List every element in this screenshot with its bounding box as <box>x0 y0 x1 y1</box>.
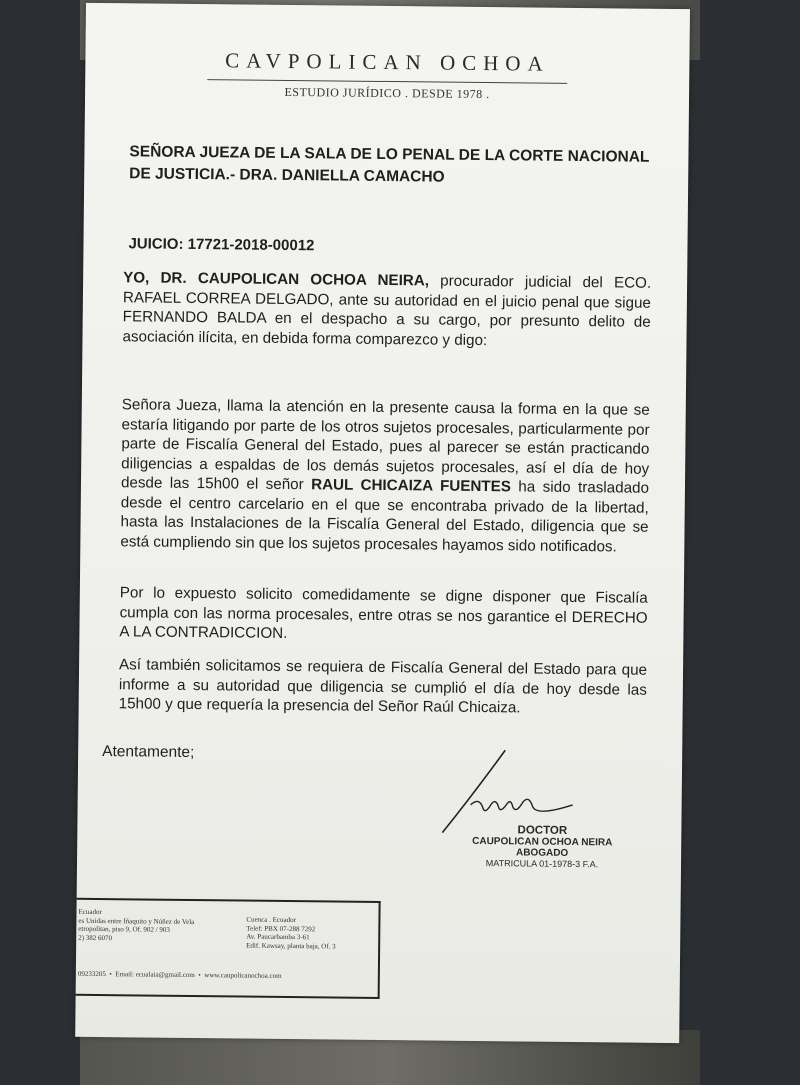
signer-registration: MATRICULA 01-1978-3 F.A. <box>485 858 599 870</box>
footer-line: 2) 382 6070 <box>78 933 113 942</box>
footer-address-cuenca <box>246 916 376 951</box>
signer-title: DOCTOR <box>517 824 568 837</box>
footer-contact-row: 09233205 • Email: ecualaia@gmail.com • www.caupolicanochoa.com <box>77 969 282 980</box>
footer-email: Email: ecualaia@gmail.com <box>115 970 195 980</box>
letterhead-rule <box>207 79 567 84</box>
document-page <box>75 3 690 1043</box>
addressee-heading: SEÑORA JUEZA DE LA SALA DE LO PENAL DE LA CORTE NACIONAL DE JUSTICIA.- DRA. DANIELLA CAMACHO <box>129 143 650 186</box>
footer-line: Edif. Kawsay, planta baja, Of. 3 <box>246 941 336 951</box>
appearance-body: procurador judicial del ECO. RAFAEL CORREA DELGADO, ante su autoridad en el juicio penal que sigue FERNANDO BALDA en el despacho a su cargo, por presunto delito de asociación ilícita, en debida forma comparezco y digo: <box>122 272 652 349</box>
appearance-lead: YO, DR. CAUPOLICAN OCHOA NEIRA, <box>123 269 430 290</box>
complaint-part1: Señora Jueza, llama la atención en la presente causa la forma en la que se estaría litigando por parte de los otros sujetos procesales, particularmente por parte de Fiscalía General del Estado, pues al parecer se están practicando diligencias a espaldas de los demás sujetos procesales, así el día de hoy desde las 15h00 el señor <box>120 396 650 494</box>
paragraph-appearance <box>122 268 651 352</box>
case-number: JUICIO: 17721-2018-00012 <box>128 235 315 255</box>
footer-line: Ecuador <box>78 907 102 917</box>
footer-phone: 09233205 <box>77 969 106 979</box>
footer-line: es Unidas entre Iñaquito y Núñez de Vela <box>78 916 195 926</box>
paragraph-complaint <box>120 395 650 557</box>
footer-line: Telef: PBX 07-288 7292 <box>246 924 316 933</box>
signer-role: ABOGADO <box>515 847 569 859</box>
firm-name: CAVPOLICAN OCHOA <box>225 48 550 76</box>
letterhead <box>85 47 690 104</box>
footer-line: Cuenca . Ecuador <box>246 915 297 925</box>
paragraph-request: Por lo expuesto solicito comedidamente se digne disponer que Fiscalía cumpla con las norma procesales, entre otras se nos garantice el DERECHO A LA CONTRADICCION. <box>119 584 648 642</box>
complaint-person-name: RAUL CHICAIZA FUENTES <box>311 476 511 496</box>
footer-address-quito <box>78 908 218 943</box>
signer-name: CAUPOLICAN OCHOA NEIRA <box>472 835 613 849</box>
firm-subtitle: ESTUDIO JURÍDICO . DESDE 1978 . <box>284 84 490 102</box>
footer-line: Av. Paucarbamba 3-61 <box>246 932 310 942</box>
complaint-part2: ha sido trasladado desde el centro carcelario en el que se encontraba privado de la libertad, hasta las Instalaciones de la Fiscalía General del Estado, diligencia que se está cumpliendo sin que los sujetos procesales hayamos sido notificados. <box>120 478 650 555</box>
footer-website: www.caupolicanochoa.com <box>204 971 282 980</box>
signature-block <box>457 825 627 871</box>
closing: Atentamente; <box>102 743 195 762</box>
footer-line: etropolitan, piso 9, Of. 902 / 903 <box>78 924 170 934</box>
paragraph-second-request: Así también solicitamos se requiera de Fiscalía General del Estado para que informe a su autoridad que diligencia se cumplió el día de hoy desde las 15h00 y que requería la presencia del Señor Raúl Chicaiza. <box>118 656 648 717</box>
footer-contact-box <box>76 898 381 999</box>
